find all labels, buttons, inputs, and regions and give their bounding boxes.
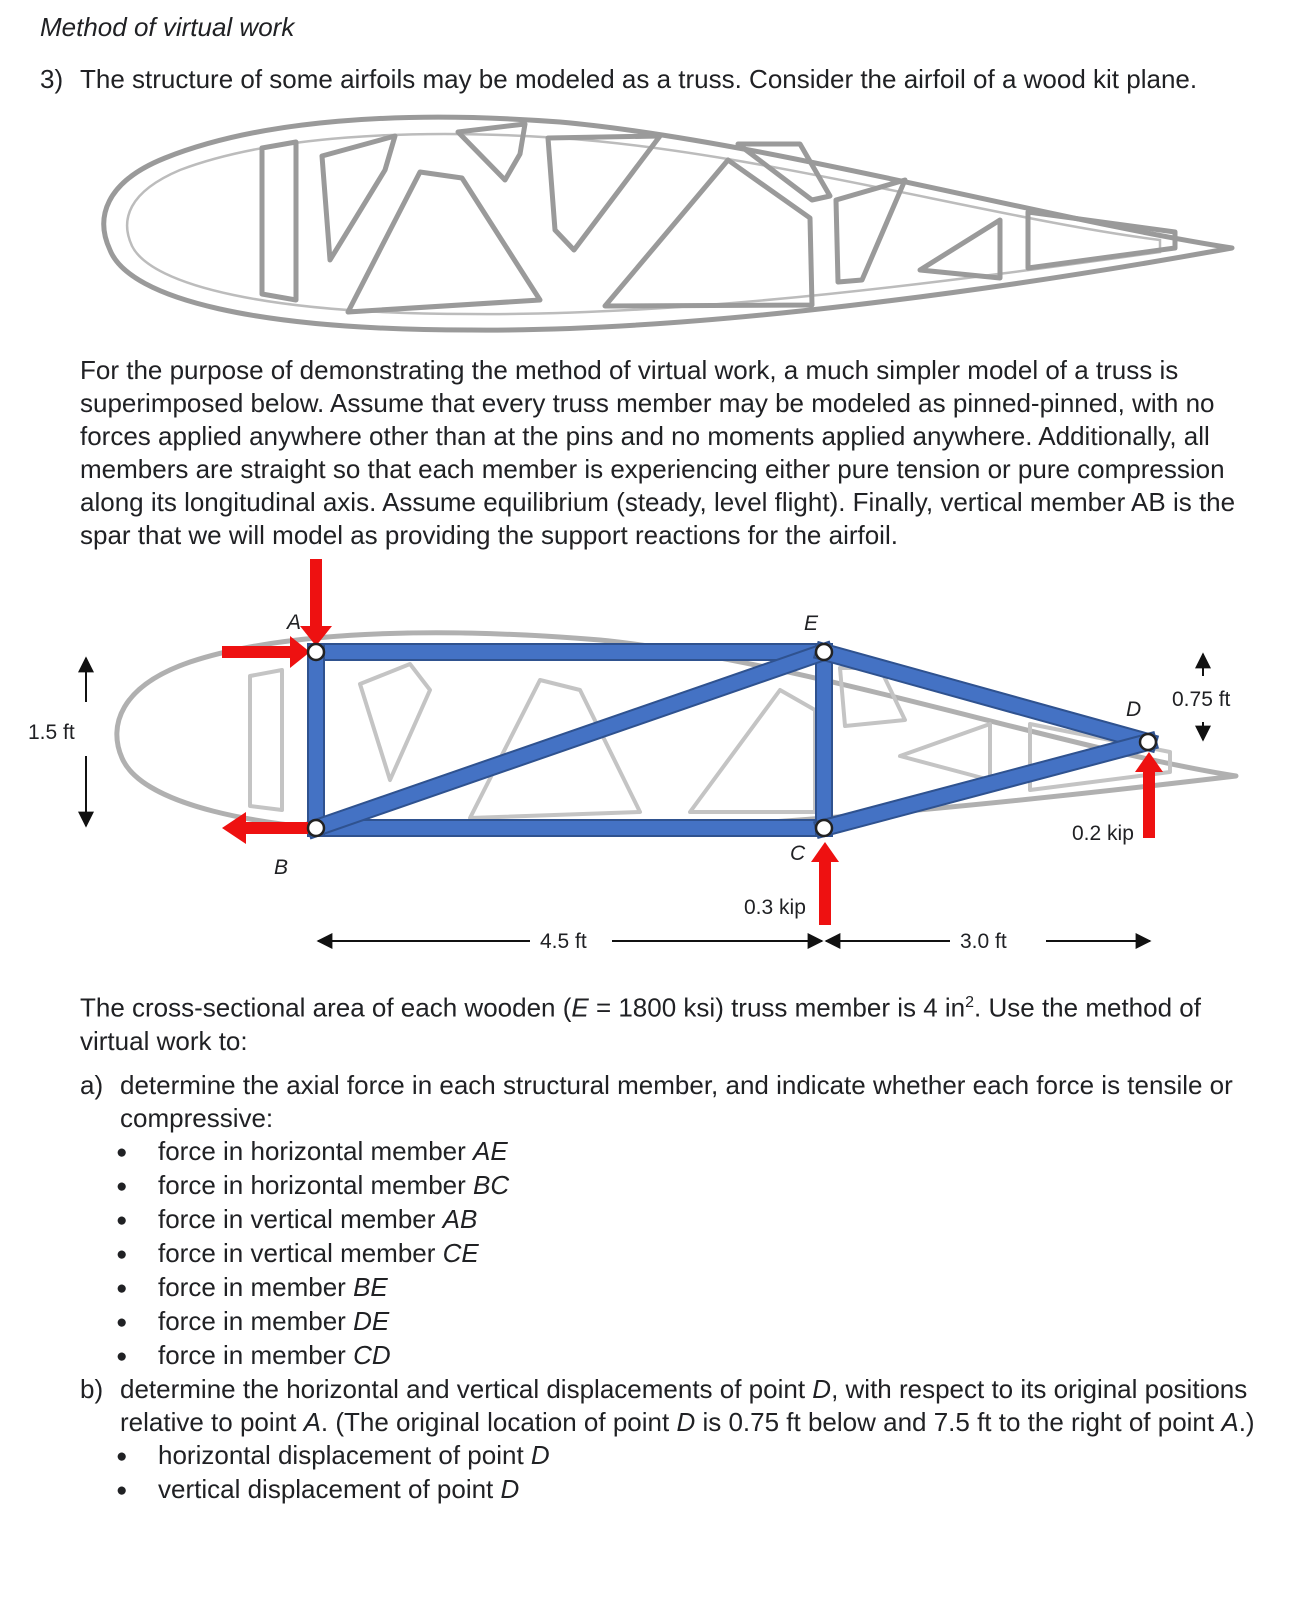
dim-d-offset-label: 0.75 ft [1172, 688, 1231, 711]
paragraph-material-properties: The cross-sectional area of each wooden (E = 1800 ksi) truss member is 4 $in^2$. Use the method of virtual work to: [80, 992, 1201, 1056]
list-item: ● force in member DE [80, 1305, 1260, 1339]
pin-E [816, 644, 832, 660]
list-item: ● force in horizontal member AE [80, 1135, 1260, 1169]
part-b-prompt: b) determine the horizontal and vertical displacements of point D, with respect to its original positions relative to point A. (The original location of point D is 0.75 ft below and 7.5 ft to the right of point A.) [80, 1374, 1255, 1437]
pin-C [816, 820, 832, 836]
part-a-list [80, 1135, 1260, 1373]
list-item: ● force in vertical member CE [80, 1237, 1260, 1271]
question-text: The structure of some airfoils may be modeled as a truss. Consider the airfoil of a wood kit plane. [80, 64, 1198, 94]
list-item: ● force in vertical member AB [80, 1203, 1260, 1237]
pin-D [1140, 734, 1156, 750]
paragraph-model-assumptions: For the purpose of demonstrating the method of virtual work, a much simpler model of a truss is superimposed below. Assume that every truss member may be modeled as pinned-pinned, with no forces applied anywhere other than at the pins and no moments applied anywhere. Additionally, all members are straight so that each member is experiencing either pure tension or pure compression along its longitudinal axis. Assume equilibrium (steady, level flight). Finally, vertical member AB is the spar that we will model as providing the support reactions for the airfoil. [80, 355, 1236, 550]
load-D-label: 0.2 kip [1072, 822, 1134, 845]
pin-A [308, 644, 324, 660]
dimension-d-offset [1172, 654, 1231, 740]
pin-B [308, 820, 324, 836]
reaction-A-vertical-arrow [300, 559, 332, 646]
label-E: E [804, 612, 819, 635]
airfoil-ribs [262, 124, 1175, 312]
member-DE [824, 652, 1148, 742]
airfoil-background-sketch [117, 633, 1236, 834]
list-item: ● force in member BE [80, 1271, 1260, 1305]
member-BE [316, 652, 824, 828]
label-C: C [790, 842, 806, 865]
load-C-label: 0.3 kip [744, 896, 806, 919]
truss-diagram [0, 556, 1311, 956]
dim-height-label: 1.5 ft [28, 721, 75, 744]
list-item: ● force in horizontal member BC [80, 1169, 1260, 1203]
list-item: ● vertical displacement of point D [80, 1473, 1260, 1507]
label-B: B [274, 856, 289, 879]
part-a [80, 1069, 1260, 1507]
label-D: D [1126, 698, 1142, 721]
member-CD [824, 742, 1148, 828]
list-item: ● force in member CD [80, 1339, 1260, 1373]
dimension-height [28, 658, 86, 826]
question-number: 3) [40, 64, 64, 94]
dim-span1-label: 4.5 ft [540, 930, 587, 953]
dimension-span-1 [318, 930, 822, 953]
airfoil-sketch [0, 100, 1311, 340]
list-item: ● horizontal displacement of point D [80, 1439, 1260, 1473]
load-D-arrow [1135, 752, 1163, 838]
dimension-span-2 [826, 930, 1150, 953]
question-intro [40, 64, 1197, 95]
part-b-list [80, 1439, 1260, 1507]
load-C-arrow [811, 842, 839, 925]
part-a-prompt: a) determine the axial force in each structural member, and indicate whether each force is tensile or compressive: [80, 1070, 1233, 1133]
section-heading: Method of virtual work [40, 12, 295, 42]
label-A: A [287, 611, 302, 634]
dim-span2-label: 3.0 ft [960, 930, 1007, 953]
